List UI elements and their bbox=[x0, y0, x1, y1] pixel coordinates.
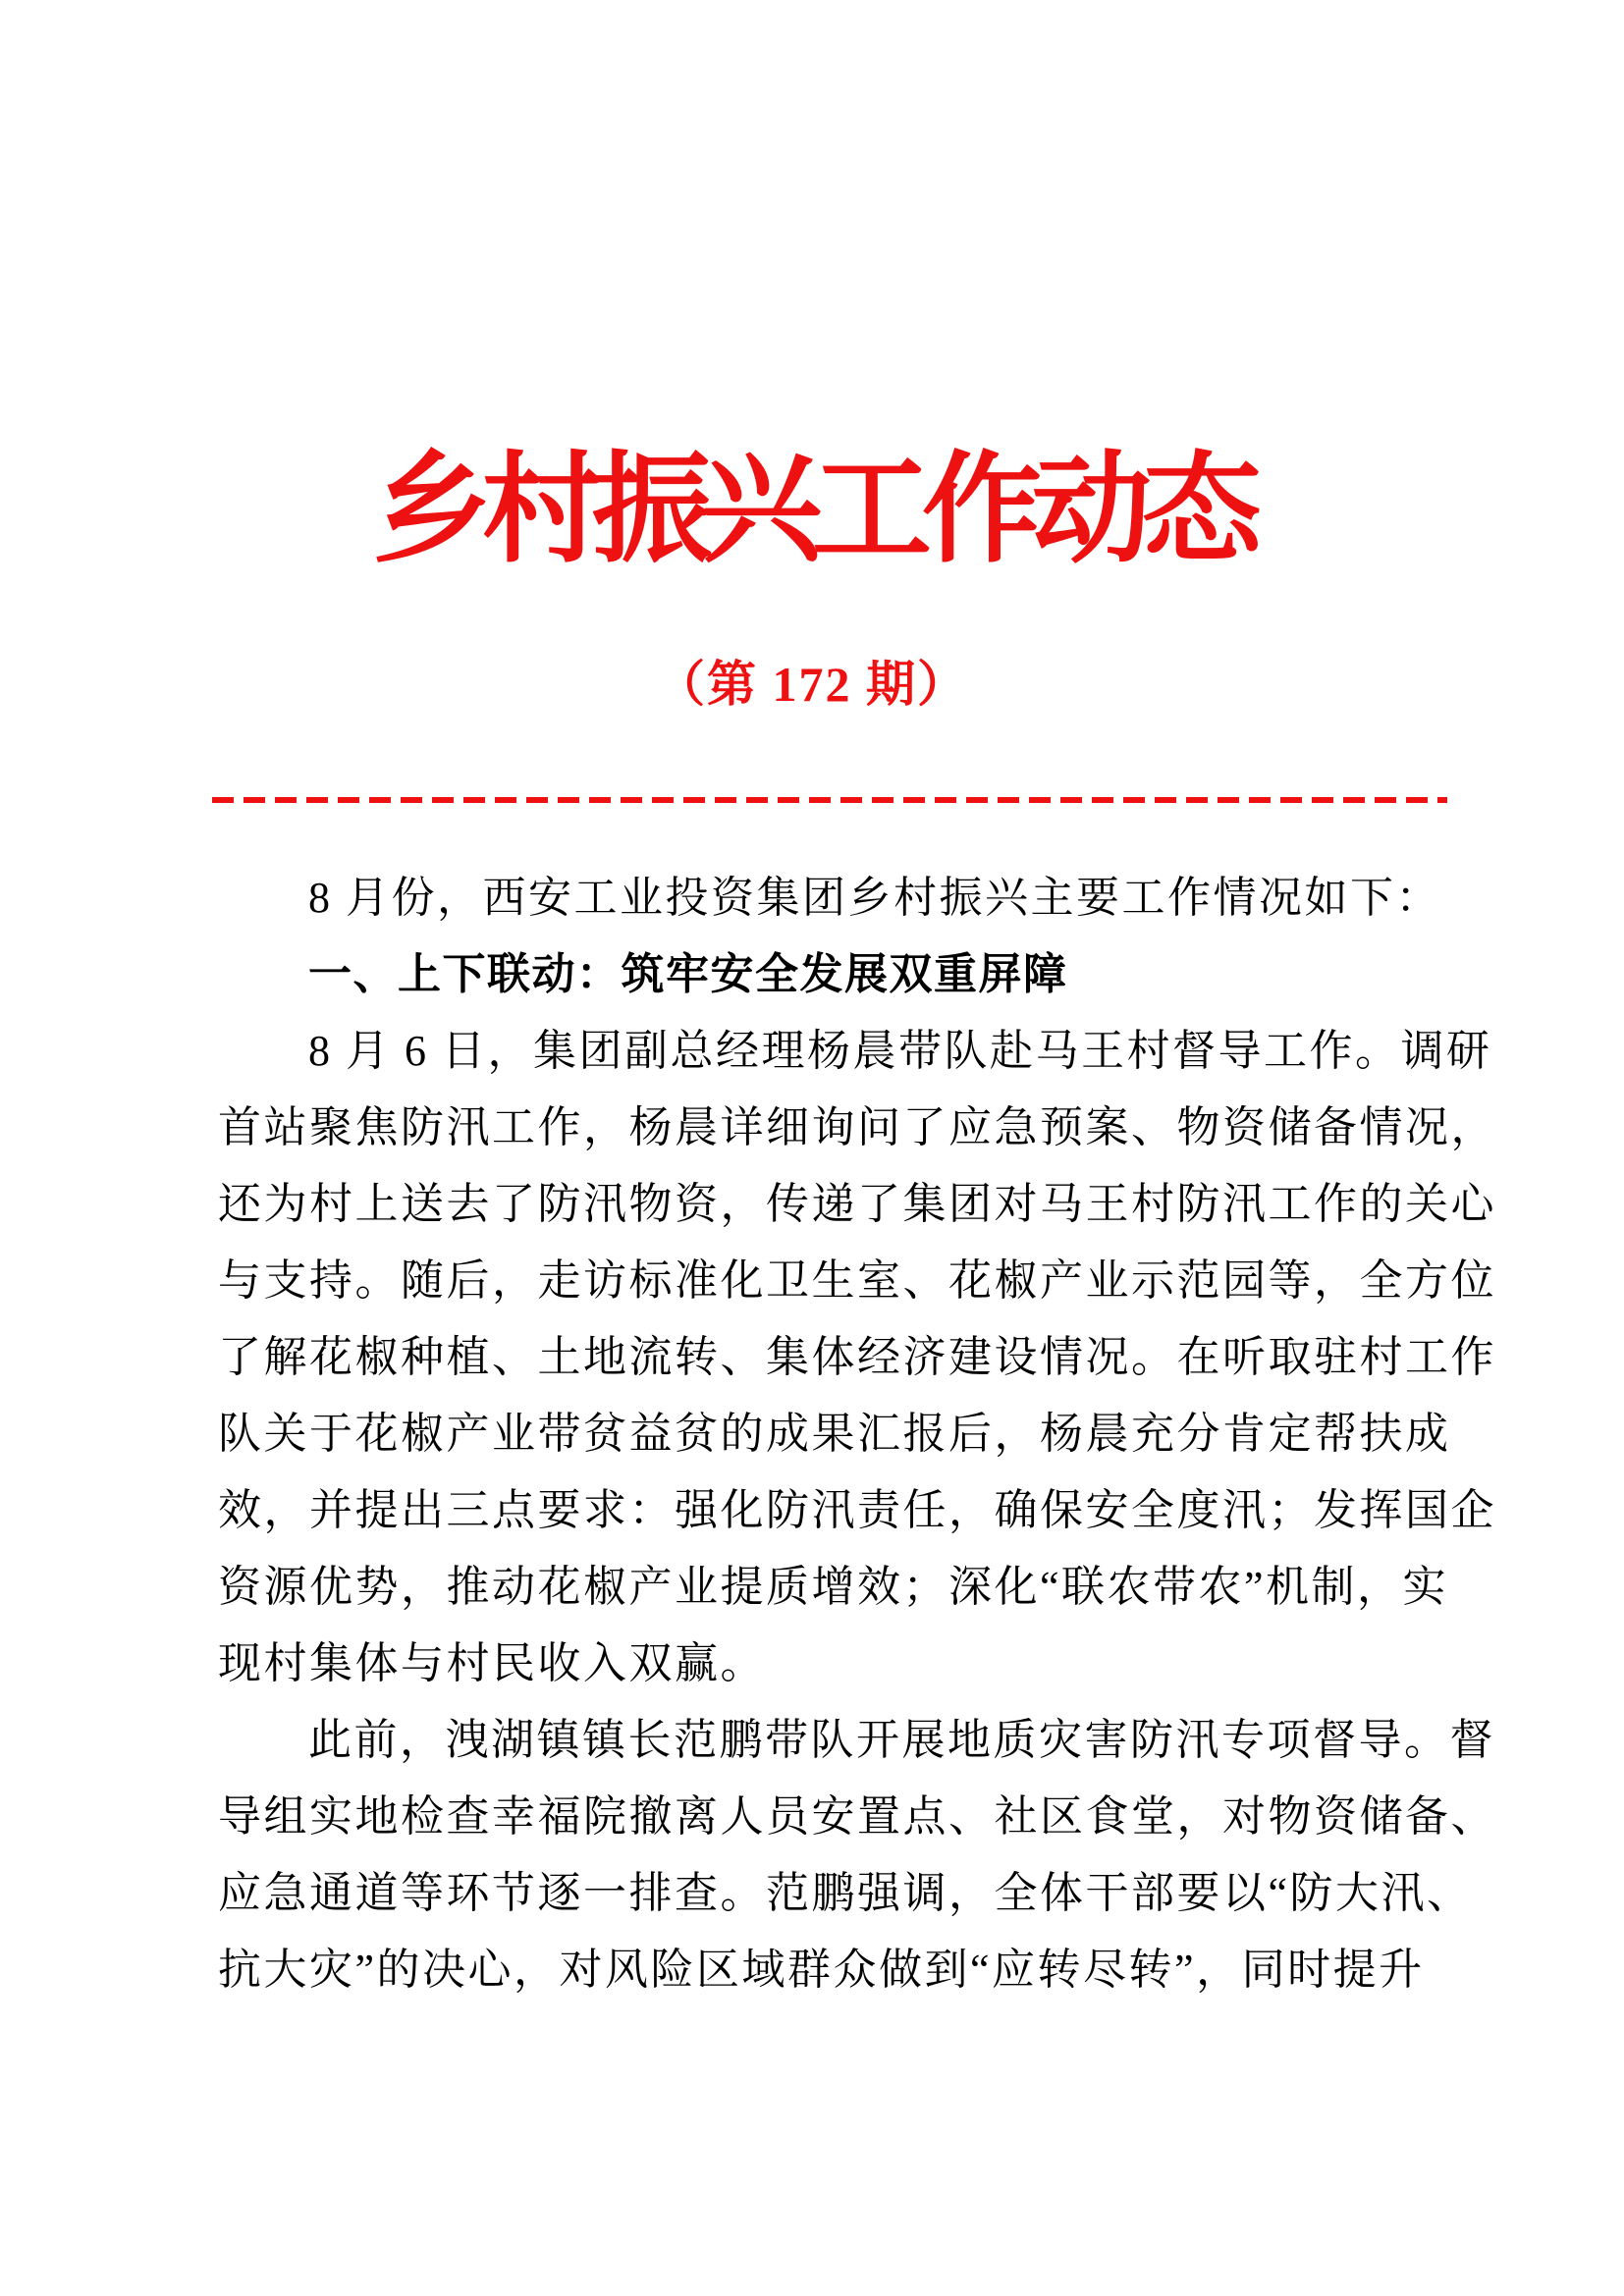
text-line: 应急通道等环节逐一排查。范鹏强调，全体干部要以“防大汛、 bbox=[218, 1869, 1473, 1917]
text-line: 此前，洩湖镇镇长范鹏带队开展地质灾害防汛专项督导。督 bbox=[308, 1716, 1495, 1764]
text-line: 效，并提出三点要求：强化防汛责任，确保安全度汛；发挥国企 bbox=[218, 1486, 1496, 1534]
document-title: 乡村振兴工作动态 bbox=[372, 445, 1252, 577]
section-heading bbox=[218, 936, 1457, 1013]
text-line: 8 月 6 日，集团副总经理杨晨带队赴马王村督导工作。调研 bbox=[308, 1027, 1492, 1075]
text-line: 首站聚焦防汛工作，杨晨详细询问了应急预案、物资储备情况， bbox=[218, 1103, 1496, 1151]
paragraph bbox=[218, 1013, 1496, 1702]
text-line: 与支持。随后，走访标准化卫生室、花椒产业示范园等，全方位 bbox=[218, 1256, 1496, 1305]
text-line: 8 月份，西安工业投资集团乡村振兴主要工作情况如下： bbox=[308, 874, 1441, 922]
document-body bbox=[218, 860, 1496, 2008]
red-dashed-divider bbox=[212, 797, 1447, 803]
text-line: 队关于花椒产业带贫益贫的成果汇报后，杨晨充分肯定帮扶成 bbox=[218, 1410, 1451, 1458]
text-line: 还为村上送去了防汛物资，传递了集团对马王村防汛工作的关心 bbox=[218, 1180, 1496, 1228]
text-line: 一、上下联动：筑牢安全发展双重屏障 bbox=[308, 950, 1068, 998]
text-line: 资源优势，推动花椒产业提质增效；深化“联农带农”机制，实 bbox=[218, 1563, 1449, 1611]
text-line: 抗大灾”的决心，对风险区域群众做到“应转尽转”，同时提升 bbox=[218, 1946, 1425, 1994]
paragraph bbox=[218, 860, 1457, 936]
text-line: 现村集体与村民收入双赢。 bbox=[218, 1639, 766, 1687]
issue-number: （第 172 期） bbox=[656, 657, 968, 712]
paragraph bbox=[218, 1702, 1496, 2008]
text-line: 导组实地检查幸福院撤离人员安置点、社区食堂，对物资储备、 bbox=[218, 1792, 1496, 1841]
text-line: 了解花椒种植、土地流转、集体经济建设情况。在听取驻村工作 bbox=[218, 1333, 1496, 1381]
